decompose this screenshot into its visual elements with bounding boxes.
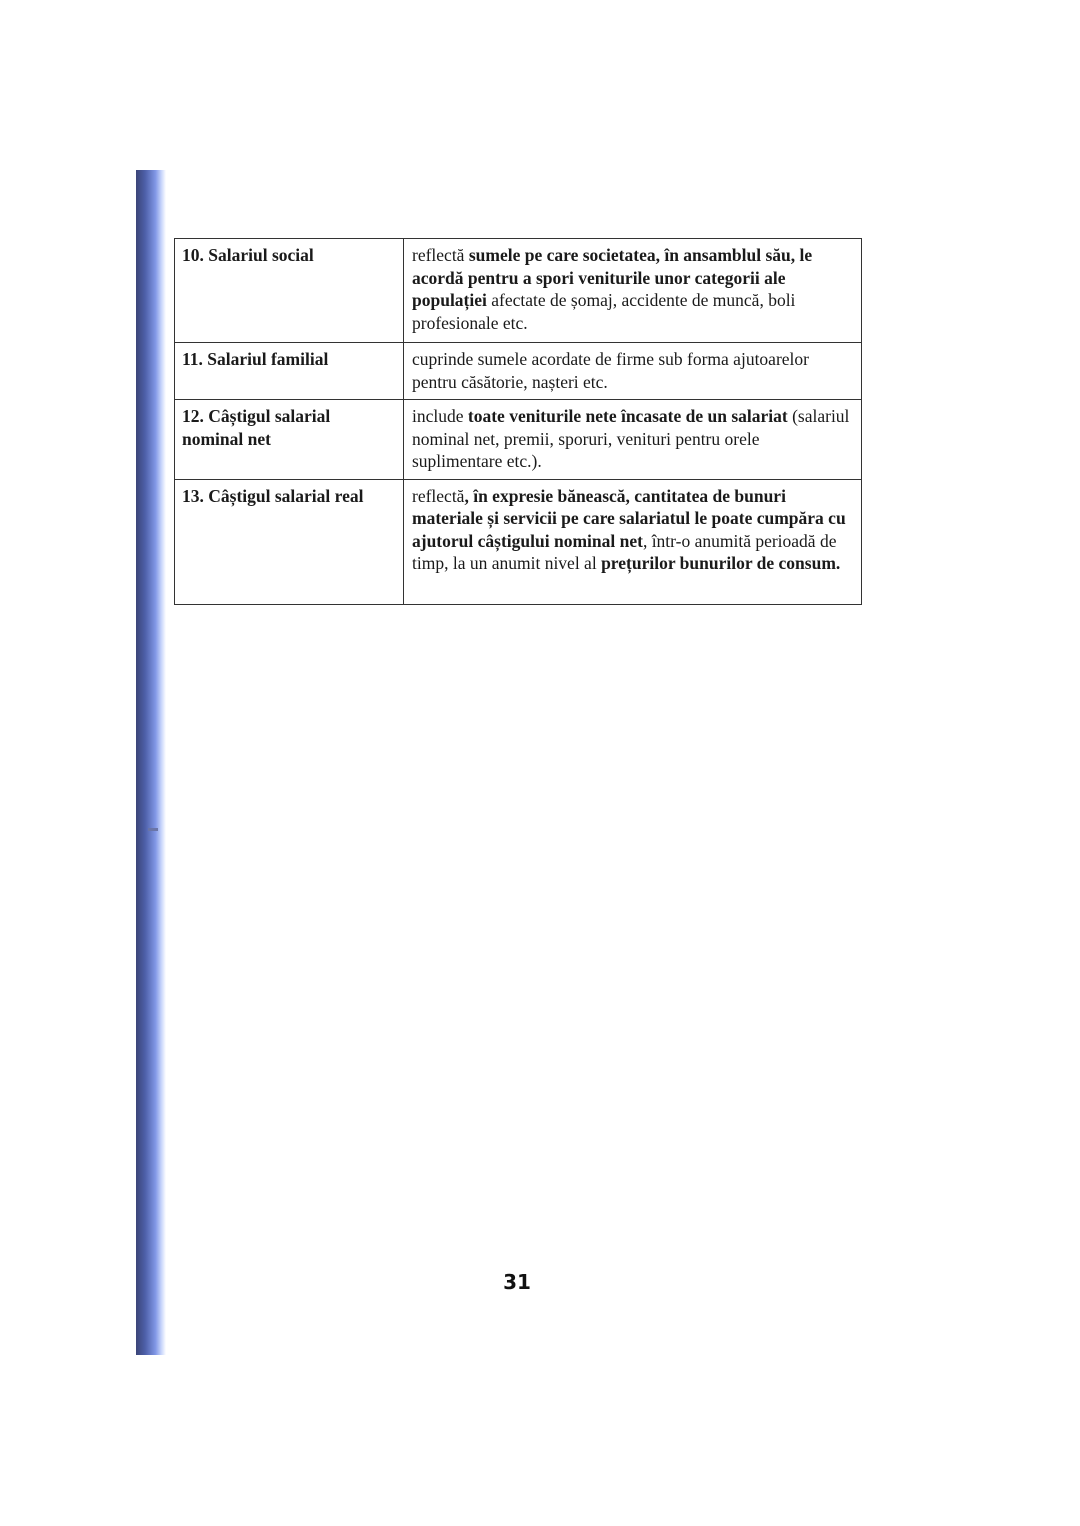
definition-text: afectate de șomaj, accidente de muncă, boli profesionale etc. (412, 290, 796, 333)
table-row (175, 400, 862, 480)
spine-mark (148, 828, 158, 831)
term-cell: 10. Salariul social (175, 239, 404, 343)
definition-cell (404, 343, 862, 400)
definition-text-bold: toate veniturile nete încasate de un salariat (467, 406, 788, 426)
page-spine-shadow (136, 170, 166, 1355)
definition-text-bold: , în expresie bănească, cantitatea de bunuri materiale și servicii pe care salariatul le poate cumpăra cu ajutorul câștigului nominal net (412, 485, 846, 551)
definition-text: reflectă (412, 485, 465, 506)
definition-text: include (412, 406, 468, 426)
definition-text: , într-o anumită perioadă de timp, la un anumit nivel al (412, 530, 837, 573)
definition-cell (404, 400, 862, 480)
table-row (175, 479, 862, 604)
definition-text: (salariul nominal net, premii, sporuri, venituri pentru orele suplimentare etc.). (412, 406, 850, 471)
term-cell: 12. Câștigul salarial nominal net (175, 400, 404, 480)
definition-text: reflectă (412, 245, 469, 265)
definition-text-bold: sumele pe care societatea, în ansamblul său, le acordă pentru a spori veniturile unor categorii ale populației (412, 245, 813, 310)
table-row (175, 343, 862, 400)
term-cell: 13. Câștigul salarial real (175, 479, 404, 604)
definition-text: cuprinde sumele acordate de firme sub forma ajutoarelor pentru căsătorie, nașteri etc. (412, 349, 809, 392)
definition-cell (404, 239, 862, 343)
page-number: 31 (503, 1270, 531, 1294)
definitions-table (174, 238, 862, 605)
definition-cell (404, 479, 862, 604)
definition-text-bold: prețurilor bunurilor de consum. (601, 553, 841, 573)
term-cell: 11. Salariul familial (175, 343, 404, 400)
table-row (175, 239, 862, 343)
